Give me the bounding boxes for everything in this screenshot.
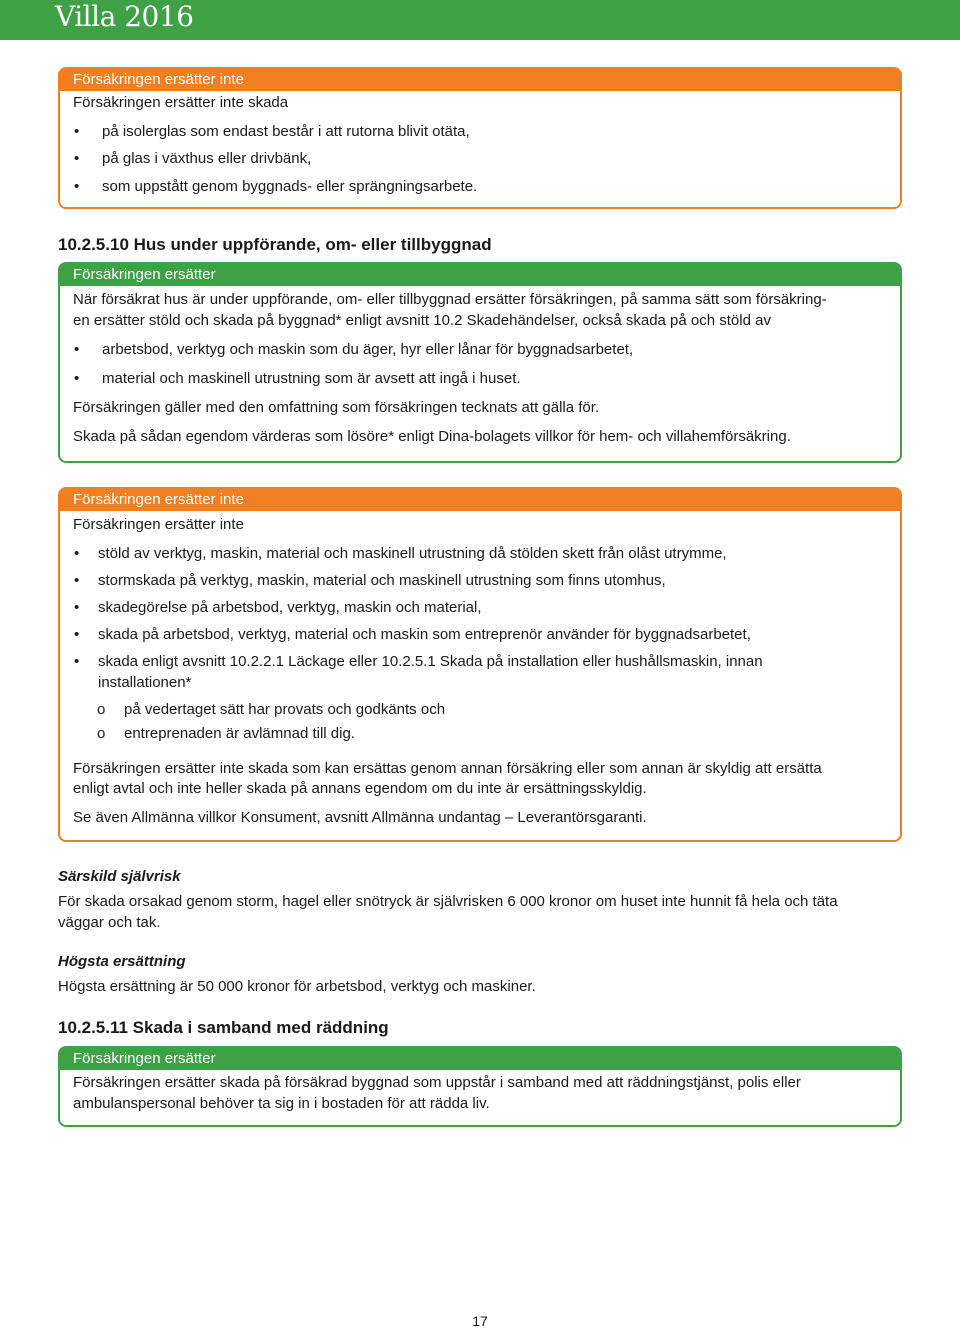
paragraph-line: ambulanspersonal behöver ta sig in i bostaden för att rädda liv. [73, 1095, 490, 1112]
list-item: på isolerglas som endast består i att rutorna blivit otäta, [102, 123, 470, 140]
paragraph-line: Försäkringen ersätter skada på försäkrad byggnad som uppstår i samband med att räddningstjänst, polis eller [73, 1074, 801, 1091]
paragraph-line: Försäkringen ersätter inte skada som kan ersättas genom annan försäkring eller som annan är skyldig att ersätta [73, 760, 822, 777]
paragraph-line: För skada orsakad genom storm, hagel eller snötryck är självrisken 6 000 kronor om huset inte hunnit få hela och täta [58, 893, 838, 910]
list-item: stöld av verktyg, maskin, material och maskinell utrustning då stölden skett från olåst utrymme, [98, 545, 727, 562]
top-banner [0, 0, 960, 40]
bullet-dot: • [74, 545, 80, 562]
box-header: Försäkringen ersätter [60, 1048, 900, 1070]
box-header: Försäkringen ersätter inte [60, 69, 900, 91]
list-item: arbetsbod, verktyg och maskin som du äger, hyr eller lånar för byggnadsarbetet, [102, 341, 634, 358]
paragraph: Högsta ersättning är 50 000 kronor för arbetsbod, verktyg och maskiner. [58, 978, 536, 995]
list-item: skada enligt avsnitt 10.2.2.1 Läckage eller 10.2.5.1 Skada på installation eller hushållsmaskin, innan [98, 653, 763, 670]
sub-bullet-circle: o [97, 701, 106, 718]
bullet-dot: • [74, 653, 80, 670]
list-item-continuation: installationen* [98, 674, 192, 691]
subheading: Högsta ersättning [58, 953, 186, 970]
paragraph-line: en ersätter stöld och skada på byggnad* enligt avsnitt 10.2 Skadehändelser, också skada på och stöld av [73, 312, 771, 329]
bullet-dot: • [74, 370, 80, 387]
bullet-dot: • [74, 572, 80, 589]
paragraph-line: enligt avtal och inte heller skada på annans egendom om du inte är ersättningsskyldig. [73, 780, 647, 797]
bullet-dot: • [74, 341, 80, 358]
section-heading: 10.2.5.10 Hus under uppförande, om- eller tillbyggnad [58, 235, 492, 254]
sub-list-item: på vedertaget sätt har provats och godkänts och [124, 701, 446, 718]
list-item: på glas i växthus eller drivbänk, [102, 150, 312, 167]
list-item: som uppstått genom byggnads- eller sprängningsarbete. [102, 178, 478, 195]
paragraph-line: väggar och tak. [58, 914, 161, 931]
sub-bullet-circle: o [97, 725, 106, 742]
box-header: Försäkringen ersätter inte [60, 489, 900, 511]
paragraph: Försäkringen gäller med den omfattning som försäkringen tecknats att gälla för. [73, 399, 600, 416]
bullet-dot: • [74, 150, 80, 167]
bullet-dot: • [74, 599, 80, 616]
list-item: material och maskinell utrustning som är avsett att ingå i huset. [102, 370, 521, 387]
page-number: 17 [472, 1313, 488, 1329]
box-intro: Försäkringen ersätter inte [73, 516, 244, 533]
list-item: skada på arbetsbod, verktyg, material och maskin som entreprenör använder för byggnadsarbetet, [98, 626, 751, 643]
sub-list-item: entreprenaden är avlämnad till dig. [124, 725, 355, 742]
paragraph: Skada på sådan egendom värderas som lösöre* enligt Dina-bolagets villkor för hem- och villahemförsäkring. [73, 428, 791, 445]
document-title: Villa 2016 [55, 0, 194, 33]
bullet-dot: • [74, 626, 80, 643]
section-heading: 10.2.5.11 Skada i samband med räddning [58, 1018, 389, 1037]
box-intro: Försäkringen ersätter inte skada [73, 94, 289, 111]
paragraph: Se även Allmänna villkor Konsument, avsnitt Allmänna undantag – Leverantörsgaranti. [73, 809, 647, 826]
list-item: skadegörelse på arbetsbod, verktyg, maskin och material, [98, 599, 482, 616]
list-item: stormskada på verktyg, maskin, material och maskinell utrustning som finns utomhus, [98, 572, 666, 589]
box-header: Försäkringen ersätter [60, 264, 900, 286]
subheading: Särskild självrisk [58, 868, 181, 885]
bullet-dot: • [74, 123, 80, 140]
bullet-dot: • [74, 178, 80, 195]
paragraph-line: När försäkrat hus är under uppförande, om- eller tillbyggnad ersätter försäkringen, på samma sätt som försäkring- [73, 291, 827, 308]
